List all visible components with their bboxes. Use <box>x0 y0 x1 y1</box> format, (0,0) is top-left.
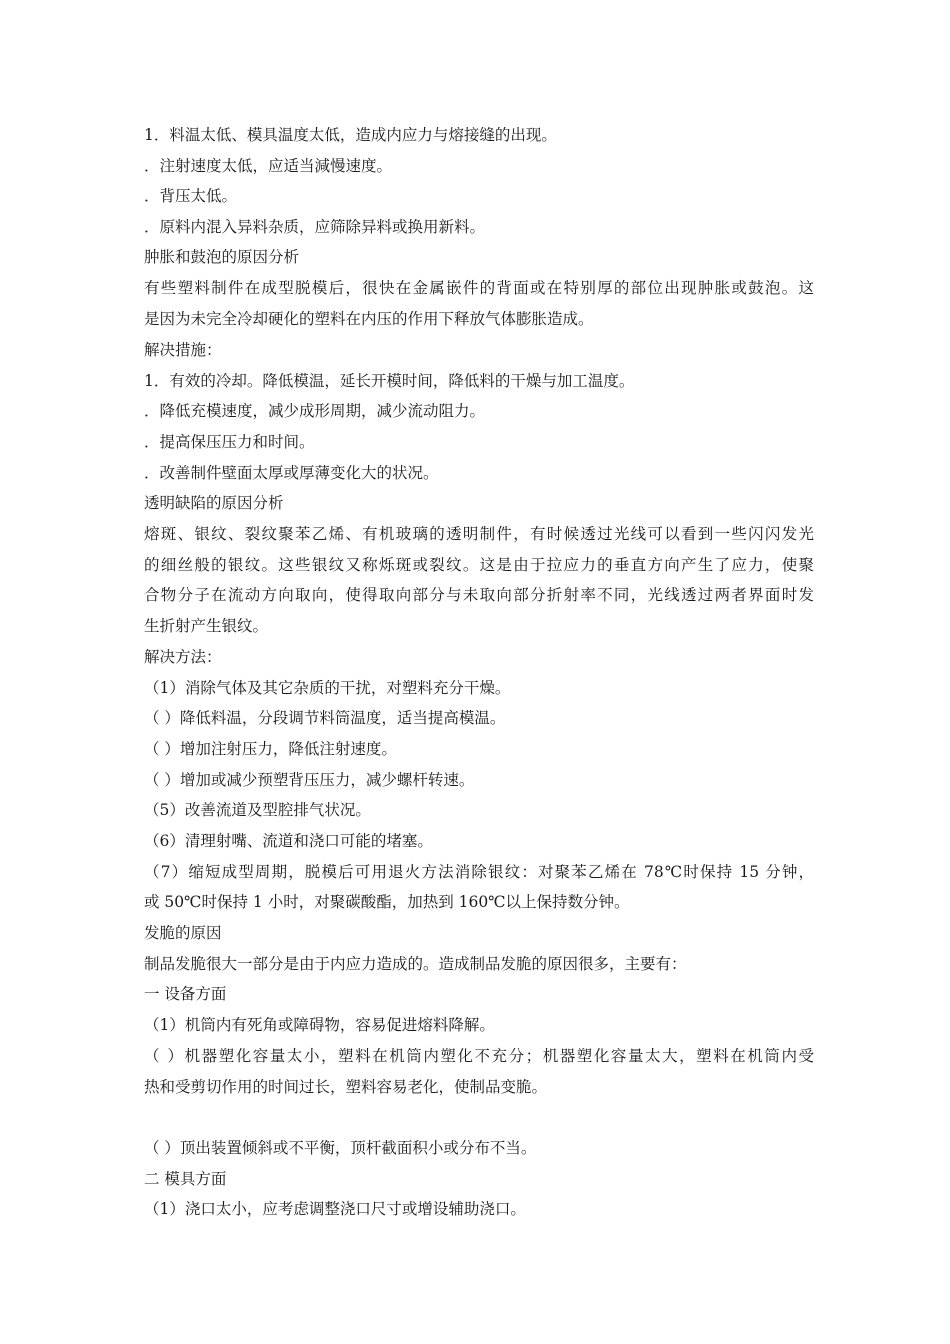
text-line: 熔斑、银纹、裂纹聚苯乙烯、有机玻璃的透明制件，有时候透过光线可以看到一些闪闪发光 <box>144 525 814 543</box>
text-line: ．注射速度太低，应适当減慢速度。 <box>144 157 393 175</box>
text-line: 是因为未完全冷却硬化的塑料在内压的作用下释放气体膨胀造成。 <box>144 310 594 328</box>
text-line: ．背压太低。 <box>144 187 238 205</box>
section-heading: 肿胀和鼓泡的原因分析 <box>144 248 300 266</box>
text-line: 1．料温太低、模具温度太低，造成内应力与熔接缝的出现。 <box>144 126 557 144</box>
text-line: ．提高保压压力和时间。 <box>144 433 315 451</box>
text-line: （1）浇口太小，应考虑调整浇口尺寸或增设辅助浇口。 <box>144 1200 526 1218</box>
text-line: 1．有效的冷却。降低模温，延长开模时间，降低料的干燥与加工温度。 <box>144 372 635 390</box>
text-line: （1）消除气体及其它杂质的干扰，对塑料充分干燥。 <box>144 679 511 697</box>
text-line: 有些塑料制件在成型脱模后，很快在金属嵌件的背面或在特别厚的部位出现肿胀或鼓泡。这 <box>144 279 814 297</box>
text-line: 解决方法： <box>144 648 222 666</box>
text-line: （6）清理射嘴、流道和浇口可能的堵塞。 <box>144 832 433 850</box>
text-line: ．原料内混入异料杂质，应筛除异料或换用新料。 <box>144 218 486 236</box>
text-line: 合物分子在流动方向取向，使得取向部分与未取向部分折射率不同，光线透过两者界面时发 <box>144 586 814 604</box>
text-line: 热和受剪切作用的时间过长，塑料容易老化，使制品变脆。 <box>144 1078 548 1096</box>
text-line: 的细丝般的银纹。这些银纹又称烁斑或裂纹。这是由于拉应力的垂直方向产生了应力，使聚 <box>144 556 814 574</box>
section-heading: 发脆的原因 <box>144 924 222 942</box>
text-line: （ ）增加注射压力，降低注射速度。 <box>144 740 397 758</box>
text-line: 或 50℃时保持 1 小时，对聚碳酸酯，加热到 160℃以上保持数分钟。 <box>144 893 630 911</box>
text-line: （ ）机器塑化容量太小，塑料在机筒内塑化不充分；机器塑化容量太大，塑料在机筒内受 <box>144 1047 814 1065</box>
text-line: （ ）降低料温，分段调节料筒温度，适当提高模温。 <box>144 709 506 727</box>
text-line: （ ）增加或减少预塑背压压力，减少螺杆转速。 <box>144 771 475 789</box>
section-heading: 透明缺陷的原因分析 <box>144 494 284 512</box>
text-line: （1）机筒内有死角或障碍物，容易促进熔料降解。 <box>144 1016 495 1034</box>
text-line: （7）缩短成型周期，脱模后可用退火方法消除银纹：对聚苯乙烯在 78℃时保持 15 分钟， <box>144 863 814 881</box>
text-line: 解决措施： <box>144 341 222 359</box>
text-line: （5）改善流道及型腔排气状况。 <box>144 801 371 819</box>
subsection-heading: 二 模具方面 <box>144 1170 227 1188</box>
text-line: （ ）顶出装置倾斜或不平衡，顶杆截面积小或分布不当。 <box>144 1139 537 1157</box>
subsection-heading: 一 设备方面 <box>144 985 227 1003</box>
text-line: ．改善制件壁面太厚或厚薄变化大的状况。 <box>144 464 439 482</box>
text-line: 制品发脆很大一部分是由于内应力造成的。造成制品发脆的原因很多，主要有： <box>144 955 687 973</box>
text-line: 生折射产生银纹。 <box>144 617 269 635</box>
text-line: ．降低充模速度，减少成形周期，减少流动阻力。 <box>144 402 486 420</box>
